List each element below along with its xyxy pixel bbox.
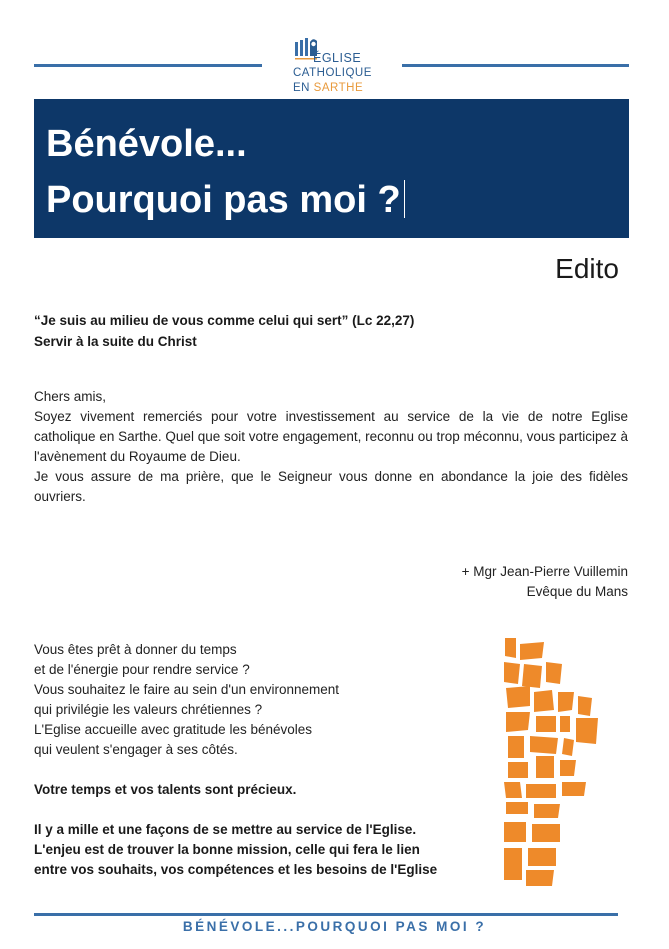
orange-mosaic-decoration	[500, 636, 610, 886]
text-cursor	[404, 180, 405, 218]
footer-title: BÉNÉVOLE...POURQUOI PAS MOI ?	[182, 919, 487, 934]
invitation-line: et de l'énergie pour rendre service ?	[34, 662, 250, 677]
logo-text-catholique: CATHOLIQUE	[293, 67, 372, 79]
footer-rule	[34, 913, 618, 916]
mission-line: Il y a mille et une façons de se mettre au service de l'Eglise.	[34, 822, 417, 837]
diocese-logo	[290, 34, 390, 98]
invitation-line: qui privilégie les valeurs chrétiennes ?	[34, 702, 263, 717]
banner-title-line2: Pourquoi pas moi ?	[46, 179, 405, 222]
invitation-text	[34, 640, 504, 880]
invitation-line: qui veulent s'engager à ses côtés.	[34, 742, 238, 757]
header-rule-right	[402, 64, 629, 67]
title-banner	[34, 99, 629, 238]
mission-line: L'enjeu est de trouver la bonne mission, celle qui fera le lien	[34, 842, 420, 857]
signature-title: Evêque du Mans	[526, 584, 628, 599]
edito-letter	[34, 387, 628, 507]
scripture-quote	[34, 310, 634, 352]
talents-statement: Votre temps et vos talents sont précieux.	[34, 782, 297, 797]
logo-text-eglise: ÉGLISE	[313, 51, 362, 65]
letter-greeting: Chers amis,	[34, 389, 107, 404]
banner-title-line1: Bénévole...	[46, 123, 247, 165]
letter-paragraph-2: Je vous assure de ma prière, que le Seigneur vous donne en abondance la joie des fidèles ouvriers.	[34, 469, 628, 504]
invitation-line: Vous souhaitez le faire au sein d'un environnement	[34, 682, 340, 697]
header-rule-left	[34, 64, 262, 67]
section-title: Edito	[555, 253, 619, 284]
mission-line: entre vos souhaits, vos compétences et les besoins de l'Eglise	[34, 862, 438, 877]
signature-name: + Mgr Jean-Pierre Vuillemin	[461, 564, 628, 579]
quote-subtitle: Servir à la suite du Christ	[34, 334, 197, 349]
invitation-line: Vous êtes prêt à donner du temps	[34, 642, 237, 657]
quote-line: “Je suis au milieu de vous comme celui qui sert” (Lc 22,27)	[34, 313, 415, 328]
signature	[462, 562, 628, 602]
logo-text-en-sarthe: EN SARTHE	[293, 82, 364, 94]
letter-paragraph-1: Soyez vivement remerciés pour votre investissement au service de la vie de notre Eglise catholique en Sarthe. Quel que soit votre engagement, reconnu ou trop méconnu, vous participez à l'avènement du Royaume de Dieu.	[34, 409, 628, 464]
invitation-line: L'Eglise accueille avec gratitude les bénévoles	[34, 722, 312, 737]
